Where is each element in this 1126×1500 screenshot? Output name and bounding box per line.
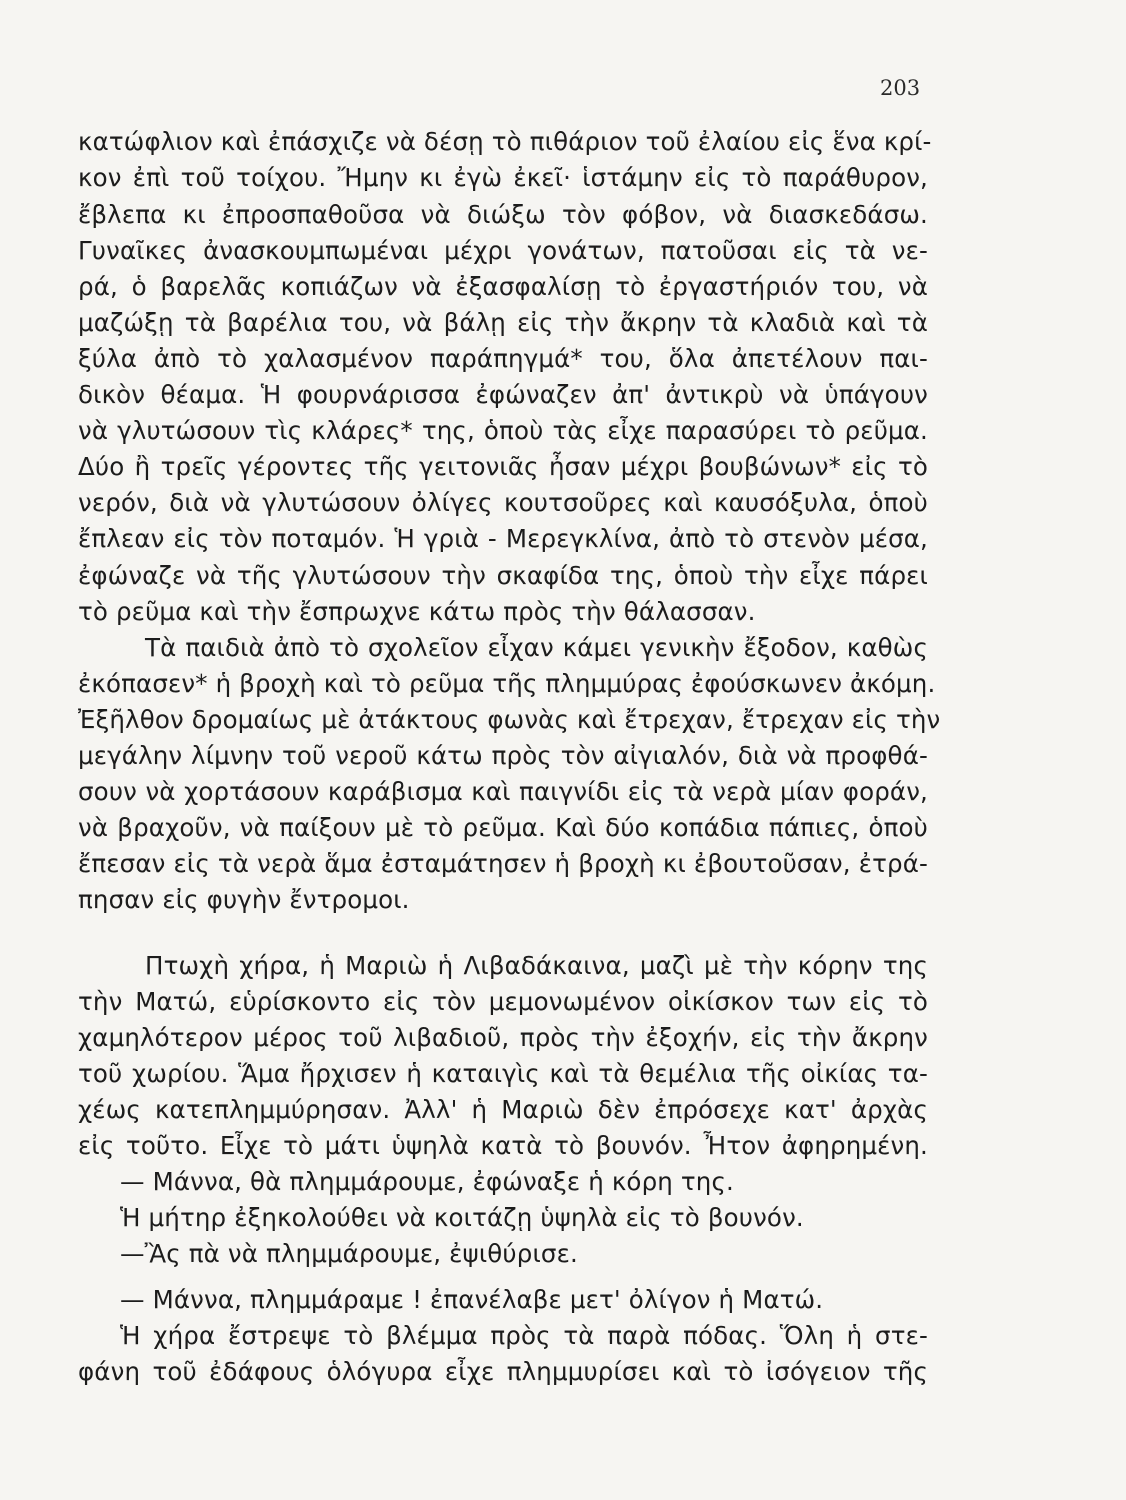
text-line: ἐφώναζε νὰ τῆς γλυτώσουν τὴν σκαφίδα της, ὁποὺ τὴν εἶχε πάρει (78, 561, 928, 590)
page-number: 203 (880, 76, 921, 100)
text-line: χέως κατεπλημμύρησαν. Ἀλλ' ἡ Μαριὼ δὲν ἐπρόσεχε κατ' ἀρχὰς (78, 1095, 928, 1124)
text-line: ἔπλεαν εἰς τὸν ποταμόν. Ἡ γριὰ - Μερεγκλίνα, ἀπὸ τὸ στενὸν μέσα, (78, 524, 928, 553)
paragraph-first-line: Πτωχὴ χήρα, ἡ Μαριὼ ἡ Λιβαδάκαινα, μαζὶ μὲ τὴν κόρην της (145, 951, 928, 980)
text-line: Δύο ἢ τρεῖς γέροντες τῆς γειτονιᾶς ἦσαν μέχρι βουβώνων* εἰς τὸ (78, 452, 928, 481)
text-line: Ἐξῆλθον δρομαίως μὲ ἀτάκτους φωνὰς καὶ ἔτρεχαν, ἔτρεχαν εἰς τὴν (78, 705, 941, 734)
text-line: κατώφλιον καὶ ἐπάσχιζε νὰ δέσῃ τὸ πιθάριον τοῦ ἐλαίου εἰς ἕνα κρί- (78, 127, 932, 156)
text-line: εἰς τοῦτο. Εἶχε τὸ μάτι ὑψηλὰ κατὰ τὸ βουνόν. Ἦτον ἀφηρημένη. (78, 1131, 928, 1160)
text-line: νὰ βραχοῦν, νὰ παίξουν μὲ τὸ ρεῦμα. Καὶ δύο κοπάδια πάπιες, ὁποὺ (78, 813, 928, 842)
text-line: ρά, ὁ βαρελᾶς κοπιάζων νὰ ἐξασφαλίσῃ τὸ ἐργαστήριόν του, νὰ (78, 272, 928, 301)
text-line: τὴν Ματώ, εὑρίσκοντο εἰς τὸν μεμονωμένον οἰκίσκον των εἰς τὸ (78, 987, 928, 1016)
text-line: πησαν εἰς φυγὴν ἔντρομοι. (78, 885, 410, 914)
dialogue-line: — Μάννα, πλημμάραμε ! ἐπανέλαβε μετ' ὀλίγον ἡ Ματώ. (120, 1285, 824, 1314)
text-line: Ἡ μήτηρ ἐξηκολούθει νὰ κοιτάζῃ ὑψηλὰ εἰς τὸ βουνόν. (120, 1203, 804, 1232)
text-line: μεγάλην λίμνην τοῦ νεροῦ κάτω πρὸς τὸν αἰγιαλόν, διὰ νὰ προφθά- (78, 741, 928, 770)
text-line: δικὸν θέαμα. Ἡ φουρνάρισσα ἐφώναζεν ἀπ' ἀντικρὺ νὰ ὑπάγουν (78, 380, 928, 409)
text-line: μαζώξῃ τὰ βαρέλια του, νὰ βάλῃ εἰς τὴν ἄκρην τὰ κλαδιὰ καὶ τὰ (78, 308, 928, 337)
text-line: φάνη τοῦ ἐδάφους ὁλόγυρα εἶχε πλημμυρίσει καὶ τὸ ἰσόγειον τῆς (78, 1357, 928, 1386)
text-line: ἔπεσαν εἰς τὰ νερὰ ἅμα ἐσταμάτησεν ἡ βροχὴ κι ἐβουτοῦσαν, ἐτρά- (78, 849, 928, 878)
text-line: ξύλα ἀπὸ τὸ χαλασμένον παράπηγμά* του, ὅλα ἀπετέλουν παι- (78, 344, 928, 373)
text-line: ἔβλεπα κι ἐπροσπαθοῦσα νὰ διώξω τὸν φόβον, νὰ διασκεδάσω. (78, 200, 928, 229)
text-line: τοῦ χωρίου. Ἅμα ἤρχισεν ἡ καταιγὶς καὶ τὰ θεμέλια τῆς οἰκίας τα- (78, 1059, 928, 1088)
dialogue-line: — Μάννα, θὰ πλημμάρουμε, ἐφώναξε ἡ κόρη της. (120, 1167, 734, 1196)
text-line: νερόν, διὰ νὰ γλυτώσουν ὀλίγες κουτσοῦρες καὶ καυσόξυλα, ὁποὺ (78, 488, 928, 517)
text-line: Γυναῖκες ἀνασκουμπωμέναι μέχρι γονάτων, πατοῦσαι εἰς τὰ νε- (78, 236, 928, 265)
paragraph-first-line: Τὰ παιδιὰ ἀπὸ τὸ σχολεῖον εἶχαν κάμει γενικὴν ἔξοδον, καθὼς (145, 633, 928, 662)
text-line: ἐκόπασεν* ἡ βροχὴ καὶ τὸ ρεῦμα τῆς πλημμύρας ἐφούσκωνεν ἀκόμη. (78, 669, 936, 698)
paragraph-first-line: Ἡ χήρα ἔστρεψε τὸ βλέμμα πρὸς τὰ παρὰ πόδας. Ὅλη ἡ στε- (120, 1321, 928, 1350)
text-line: νὰ γλυτώσουν τὶς κλάρες* της, ὁποὺ τὰς εἶχε παρασύρει τὸ ρεῦμα. (78, 416, 928, 445)
text-line: σουν νὰ χορτάσουν καράβισμα καὶ παιγνίδι εἰς τὰ νερὰ μίαν φοράν, (78, 777, 928, 806)
text-line: κον ἐπὶ τοῦ τοίχου. Ἤμην κι ἐγὼ ἐκεῖ· ἱστάμην εἰς τὸ παράθυρον, (78, 163, 928, 192)
dialogue-line: —Ἂς πὰ νὰ πλημμάρουμε, ἐψιθύρισε. (120, 1239, 578, 1268)
text-line: χαμηλότερον μέρος τοῦ λιβαδιοῦ, πρὸς τὴν ἐξοχήν, εἰς τὴν ἄκρην (78, 1023, 928, 1052)
text-line: τὸ ρεῦμα καὶ τὴν ἔσπρωχνε κάτω πρὸς τὴν θάλασσαν. (78, 597, 756, 626)
